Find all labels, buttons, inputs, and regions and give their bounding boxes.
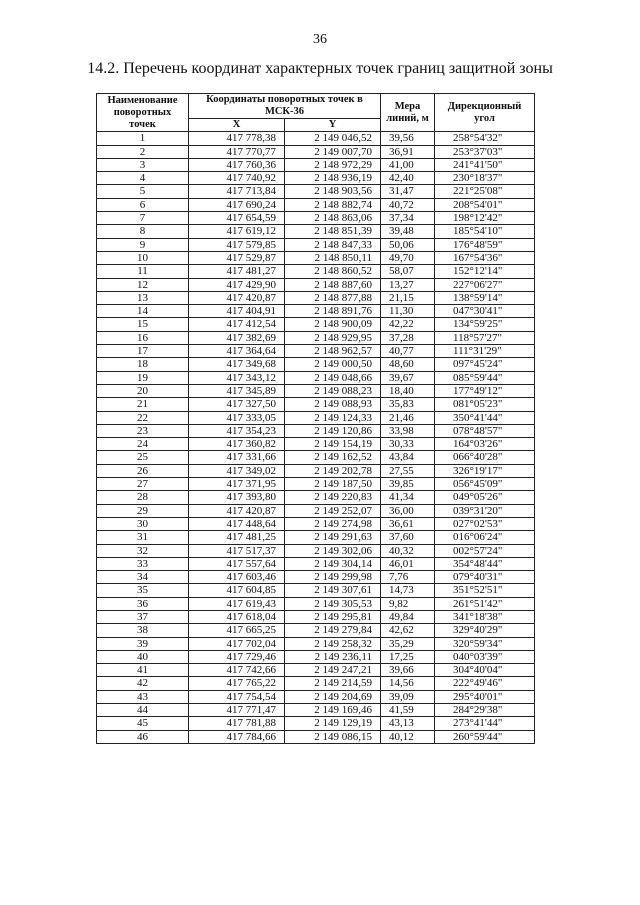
cell-point: 24 [97,438,189,451]
cell-x: 417 781,88 [189,717,285,730]
cell-length: 41,59 [381,704,435,717]
cell-point: 44 [97,704,189,717]
cell-y: 2 149 048,66 [285,371,381,384]
cell-length: 39,67 [381,371,435,384]
cell-y: 2 149 086,15 [285,730,381,743]
cell-y: 2 149 187,50 [285,478,381,491]
cell-x: 417 371,95 [189,478,285,491]
cell-y: 2 148 850,11 [285,251,381,264]
cell-x: 417 771,47 [189,704,285,717]
cell-x: 417 354,23 [189,424,285,437]
cell-length: 40,12 [381,730,435,743]
cell-length: 40,77 [381,345,435,358]
cell-length: 7,76 [381,571,435,584]
cell-x: 417 517,37 [189,544,285,557]
cell-y: 2 149 202,78 [285,464,381,477]
table-row [97,251,535,264]
cell-length: 39,56 [381,132,435,145]
cell-point: 16 [97,331,189,344]
cell-y: 2 149 304,14 [285,557,381,570]
table-row [97,238,535,251]
table-row [97,464,535,477]
cell-angle: 341°18'38" [435,610,535,623]
cell-x: 417 778,38 [189,132,285,145]
cell-point: 43 [97,690,189,703]
cell-angle: 350°41'44" [435,411,535,424]
cell-point: 5 [97,185,189,198]
cell-length: 18,40 [381,384,435,397]
cell-x: 417 448,64 [189,517,285,530]
cell-angle: 304°40'04" [435,664,535,677]
cell-angle: 079°40'31" [435,571,535,584]
table-row [97,610,535,623]
cell-point: 42 [97,677,189,690]
table-row [97,331,535,344]
cell-point: 36 [97,597,189,610]
cell-length: 39,48 [381,225,435,238]
cell-angle: 016°06'24" [435,531,535,544]
cell-length: 33,98 [381,424,435,437]
cell-x: 417 604,85 [189,584,285,597]
cell-length: 35,29 [381,637,435,650]
cell-x: 417 618,04 [189,610,285,623]
cell-x: 417 742,66 [189,664,285,677]
table-row [97,318,535,331]
cell-point: 31 [97,531,189,544]
cell-y: 2 149 274,98 [285,517,381,530]
table-row [97,198,535,211]
cell-point: 6 [97,198,189,211]
cell-x: 417 327,50 [189,398,285,411]
table-row [97,291,535,304]
cell-angle: 111°31'29" [435,345,535,358]
cell-length: 37,28 [381,331,435,344]
cell-y: 2 149 307,61 [285,584,381,597]
table-row [97,650,535,663]
cell-point: 4 [97,172,189,185]
cell-y: 2 148 851,39 [285,225,381,238]
cell-length: 13,27 [381,278,435,291]
cell-length: 50,06 [381,238,435,251]
cell-length: 43,13 [381,717,435,730]
table-row [97,225,535,238]
cell-length: 36,61 [381,517,435,530]
table-row [97,185,535,198]
cell-point: 38 [97,624,189,637]
cell-angle: 177°49'12" [435,384,535,397]
cell-y: 2 149 295,81 [285,610,381,623]
cell-length: 49,70 [381,251,435,264]
cell-length: 21,46 [381,411,435,424]
table-row [97,145,535,158]
cell-y: 2 149 214,59 [285,677,381,690]
cell-x: 417 481,27 [189,265,285,278]
table-row [97,637,535,650]
cell-point: 7 [97,212,189,225]
cell-x: 417 481,25 [189,531,285,544]
cell-y: 2 149 124,33 [285,411,381,424]
cell-point: 22 [97,411,189,424]
table-row [97,531,535,544]
cell-y: 2 149 007,70 [285,145,381,158]
cell-y: 2 149 204,69 [285,690,381,703]
cell-x: 417 345,89 [189,384,285,397]
coordinates-table [96,93,535,744]
cell-angle: 185°54'10" [435,225,535,238]
cell-y: 2 149 120,86 [285,424,381,437]
cell-y: 2 149 154,19 [285,438,381,451]
cell-angle: 027°02'53" [435,517,535,530]
cell-y: 2 149 046,52 [285,132,381,145]
cell-angle: 320°59'34" [435,637,535,650]
cell-x: 417 760,36 [189,158,285,171]
cell-y: 2 148 887,60 [285,278,381,291]
cell-point: 33 [97,557,189,570]
table-row [97,345,535,358]
cell-angle: 295°40'01" [435,690,535,703]
cell-y: 2 149 252,07 [285,504,381,517]
cell-x: 417 784,66 [189,730,285,743]
cell-y: 2 149 220,83 [285,491,381,504]
cell-length: 30,33 [381,438,435,451]
table-row [97,544,535,557]
table-row [97,491,535,504]
cell-x: 417 429,90 [189,278,285,291]
cell-y: 2 149 088,93 [285,398,381,411]
cell-length: 40,32 [381,544,435,557]
cell-x: 417 364,64 [189,345,285,358]
cell-point: 17 [97,345,189,358]
cell-length: 49,84 [381,610,435,623]
cell-x: 417 619,12 [189,225,285,238]
cell-x: 417 729,46 [189,650,285,663]
cell-point: 34 [97,571,189,584]
cell-x: 417 404,91 [189,305,285,318]
table-row [97,158,535,171]
table-row [97,704,535,717]
cell-angle: 208°54'01" [435,198,535,211]
cell-y: 2 149 129,19 [285,717,381,730]
cell-angle: 056°45'09" [435,478,535,491]
cell-x: 417 343,12 [189,371,285,384]
cell-length: 17,25 [381,650,435,663]
cell-length: 48,60 [381,358,435,371]
cell-y: 2 149 279,84 [285,624,381,637]
cell-length: 41,34 [381,491,435,504]
cell-x: 417 765,22 [189,677,285,690]
cell-x: 417 382,69 [189,331,285,344]
cell-point: 26 [97,464,189,477]
cell-length: 11,30 [381,305,435,318]
cell-angle: 351°52'51" [435,584,535,597]
table-row [97,571,535,584]
table-row [97,624,535,637]
cell-y: 2 149 236,11 [285,650,381,663]
table-row [97,584,535,597]
cell-angle: 354°48'44" [435,557,535,570]
cell-x: 417 420,87 [189,291,285,304]
table-row [97,278,535,291]
cell-length: 39,85 [381,478,435,491]
table-row [97,677,535,690]
cell-x: 417 770,77 [189,145,285,158]
table-row [97,424,535,437]
cell-point: 35 [97,584,189,597]
cell-angle: 260°59'44" [435,730,535,743]
cell-point: 20 [97,384,189,397]
table-row [97,212,535,225]
cell-point: 39 [97,637,189,650]
cell-y: 2 148 929,95 [285,331,381,344]
cell-y: 2 149 258,32 [285,637,381,650]
cell-point: 46 [97,730,189,743]
cell-length: 31,47 [381,185,435,198]
cell-x: 417 579,85 [189,238,285,251]
cell-y: 2 149 169,46 [285,704,381,717]
cell-y: 2 149 247,21 [285,664,381,677]
cell-point: 19 [97,371,189,384]
cell-y: 2 148 882,74 [285,198,381,211]
table-row [97,730,535,743]
cell-x: 417 754,54 [189,690,285,703]
table-row [97,384,535,397]
cell-point: 13 [97,291,189,304]
cell-point: 40 [97,650,189,663]
cell-x: 417 690,24 [189,198,285,211]
cell-x: 417 420,87 [189,504,285,517]
cell-length: 46,01 [381,557,435,570]
cell-angle: 261°51'42" [435,597,535,610]
cell-length: 43,84 [381,451,435,464]
header-line-length: Мера линий, м [381,94,435,132]
cell-length: 36,00 [381,504,435,517]
table-row [97,664,535,677]
header-point-name: Наименование поворотных точек [97,94,189,132]
table-row [97,597,535,610]
cell-x: 417 654,59 [189,212,285,225]
cell-x: 417 412,54 [189,318,285,331]
cell-angle: 273°41'44" [435,717,535,730]
cell-angle: 284°29'38" [435,704,535,717]
cell-angle: 152°12'14" [435,265,535,278]
table-row [97,717,535,730]
cell-angle: 241°41'50" [435,158,535,171]
cell-point: 27 [97,478,189,491]
cell-point: 41 [97,664,189,677]
cell-angle: 198°12'42" [435,212,535,225]
cell-y: 2 148 936,19 [285,172,381,185]
cell-y: 2 148 891,76 [285,305,381,318]
cell-angle: 230°18'37" [435,172,535,185]
table-row [97,690,535,703]
cell-point: 10 [97,251,189,264]
cell-point: 30 [97,517,189,530]
table-row [97,451,535,464]
cell-point: 3 [97,158,189,171]
cell-point: 9 [97,238,189,251]
table-row [97,132,535,145]
cell-point: 23 [97,424,189,437]
cell-point: 21 [97,398,189,411]
cell-x: 417 333,05 [189,411,285,424]
cell-angle: 049°05'26" [435,491,535,504]
cell-length: 39,09 [381,690,435,703]
cell-x: 417 603,46 [189,571,285,584]
cell-x: 417 529,87 [189,251,285,264]
header-y: Y [285,119,381,132]
cell-y: 2 149 162,52 [285,451,381,464]
cell-point: 2 [97,145,189,158]
cell-length: 14,56 [381,677,435,690]
cell-angle: 164°03'26" [435,438,535,451]
cell-x: 417 557,64 [189,557,285,570]
cell-point: 32 [97,544,189,557]
cell-angle: 002°57'24" [435,544,535,557]
cell-y: 2 148 972,29 [285,158,381,171]
cell-y: 2 149 299,98 [285,571,381,584]
cell-length: 36,91 [381,145,435,158]
cell-angle: 167°54'36" [435,251,535,264]
table-row [97,517,535,530]
cell-angle: 066°40'28" [435,451,535,464]
cell-angle: 138°59'14" [435,291,535,304]
cell-angle: 221°25'08" [435,185,535,198]
cell-angle: 134°59'25" [435,318,535,331]
cell-angle: 253°37'03" [435,145,535,158]
cell-length: 41,00 [381,158,435,171]
cell-angle: 039°31'20" [435,504,535,517]
cell-y: 2 148 900,09 [285,318,381,331]
cell-length: 14,73 [381,584,435,597]
cell-point: 14 [97,305,189,318]
cell-point: 18 [97,358,189,371]
cell-length: 42,22 [381,318,435,331]
cell-point: 1 [97,132,189,145]
cell-length: 40,72 [381,198,435,211]
cell-y: 2 148 863,06 [285,212,381,225]
table-row [97,438,535,451]
cell-angle: 258°54'32" [435,132,535,145]
cell-length: 37,34 [381,212,435,225]
cell-point: 37 [97,610,189,623]
cell-x: 417 665,25 [189,624,285,637]
cell-x: 417 619,43 [189,597,285,610]
table-row [97,557,535,570]
table-row [97,371,535,384]
cell-length: 21,15 [381,291,435,304]
header-coordinates: Координаты поворотных точек в МСК-36 [189,94,381,119]
table-row [97,504,535,517]
header-direction-angle: Дирекционный угол [435,94,535,132]
table-row [97,305,535,318]
cell-point: 8 [97,225,189,238]
cell-y: 2 149 088,23 [285,384,381,397]
cell-length: 27,55 [381,464,435,477]
cell-length: 42,62 [381,624,435,637]
cell-y: 2 149 305,53 [285,597,381,610]
cell-y: 2 148 903,56 [285,185,381,198]
table-row [97,478,535,491]
cell-length: 9,82 [381,597,435,610]
table-row [97,411,535,424]
cell-angle: 227°06'27" [435,278,535,291]
cell-point: 29 [97,504,189,517]
cell-angle: 047°30'41" [435,305,535,318]
cell-angle: 097°45'24" [435,358,535,371]
table-row [97,172,535,185]
table-body [97,132,535,744]
cell-point: 28 [97,491,189,504]
cell-x: 417 393,80 [189,491,285,504]
cell-y: 2 148 877,88 [285,291,381,304]
cell-point: 15 [97,318,189,331]
cell-angle: 078°48'57" [435,424,535,437]
page-number: 36 [313,32,327,47]
cell-angle: 118°57'27" [435,331,535,344]
cell-point: 45 [97,717,189,730]
cell-x: 417 349,68 [189,358,285,371]
page-title: 14.2. Перечень координат характерных точек границ защитной зоны [87,60,553,77]
table-row [97,398,535,411]
cell-angle: 085°59'44" [435,371,535,384]
cell-length: 58,07 [381,265,435,278]
cell-x: 417 702,04 [189,637,285,650]
cell-x: 417 713,84 [189,185,285,198]
cell-angle: 081°05'23" [435,398,535,411]
cell-length: 39,66 [381,664,435,677]
table-row [97,265,535,278]
cell-length: 35,83 [381,398,435,411]
cell-x: 417 331,66 [189,451,285,464]
cell-y: 2 148 962,57 [285,345,381,358]
cell-y: 2 149 291,63 [285,531,381,544]
cell-angle: 326°19'17" [435,464,535,477]
cell-length: 37,60 [381,531,435,544]
cell-angle: 176°48'59" [435,238,535,251]
cell-x: 417 349,02 [189,464,285,477]
cell-y: 2 148 860,52 [285,265,381,278]
cell-length: 42,40 [381,172,435,185]
cell-point: 11 [97,265,189,278]
cell-point: 25 [97,451,189,464]
cell-angle: 040°03'39" [435,650,535,663]
cell-y: 2 148 847,33 [285,238,381,251]
header-x: X [189,119,285,132]
cell-angle: 329°40'29" [435,624,535,637]
cell-x: 417 740,92 [189,172,285,185]
cell-point: 12 [97,278,189,291]
table-row [97,358,535,371]
cell-y: 2 149 000,50 [285,358,381,371]
cell-y: 2 149 302,06 [285,544,381,557]
cell-angle: 222°49'46" [435,677,535,690]
cell-x: 417 360,82 [189,438,285,451]
